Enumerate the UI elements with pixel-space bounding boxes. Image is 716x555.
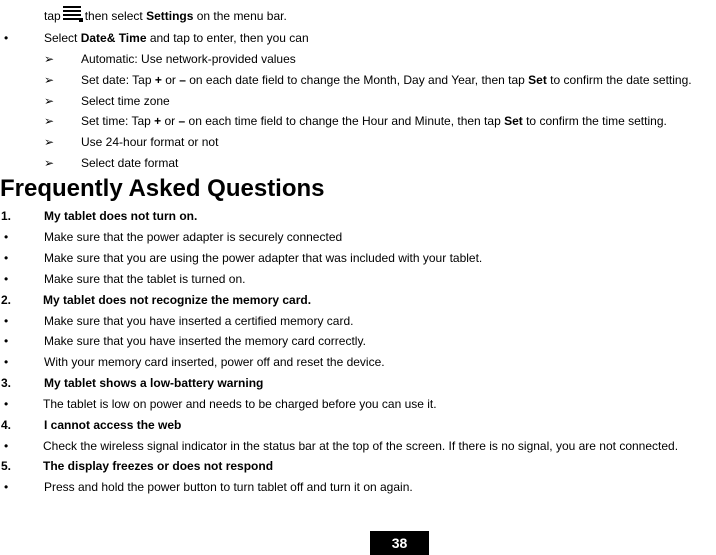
answer-item: Press and hold the power button to turn tablet off and turn it on again. — [44, 480, 413, 494]
question-number: 4. — [1, 418, 12, 432]
set-date-mid: on each date field to change the Month, Day and Year, then tap — [185, 73, 529, 87]
arrow-bullet-icon: ➢ — [44, 156, 55, 170]
answer-item: Make sure that the power adapter is securely connected — [44, 230, 343, 244]
sub-item-set-time — [81, 114, 667, 128]
bullet-icon: • — [4, 397, 9, 411]
sub-item: Automatic: Use network-provided values — [81, 52, 296, 66]
bullet-icon: • — [4, 251, 9, 265]
arrow-bullet-icon: ➢ — [44, 94, 55, 108]
answer-item: Make sure that you have inserted the memory card correctly. — [44, 334, 366, 348]
arrow-bullet-icon: ➢ — [44, 135, 55, 149]
bullet-icon: • — [4, 230, 9, 244]
answer-item: With your memory card inserted, power off and reset the device. — [44, 355, 385, 369]
bullet-icon: • — [4, 31, 9, 45]
bullet-icon: • — [4, 480, 9, 494]
set-date-pre: Set date: Tap — [81, 73, 155, 87]
question-title: The display freezes or does not respond — [43, 459, 274, 473]
arrow-bullet-icon: ➢ — [44, 73, 55, 87]
plus-symbol: + — [154, 114, 162, 128]
intro-line — [44, 5, 287, 23]
plus-symbol: + — [154, 73, 162, 87]
answer-item: Make sure that you have inserted a certified memory card. — [44, 314, 354, 328]
page-number: 38 — [370, 531, 429, 555]
set-word: Set — [528, 73, 547, 87]
arrow-bullet-icon: ➢ — [44, 114, 55, 128]
question-number: 1. — [1, 209, 12, 223]
set-time-pre: Set time: Tap — [81, 114, 155, 128]
intro-prefix: tap — [44, 9, 61, 23]
set-date-post: to confirm the date setting. — [546, 73, 692, 87]
date-time-rest: and tap to enter, then you can — [146, 31, 309, 45]
bullet-icon: • — [4, 439, 9, 453]
or-word: or — [161, 73, 180, 87]
question-title: My tablet shows a low-battery warning — [44, 376, 264, 390]
question-title: My tablet does not turn on. — [44, 209, 198, 223]
arrow-bullet-icon: ➢ — [44, 52, 55, 66]
question-title: I cannot access the web — [44, 418, 182, 432]
menu-icon — [62, 5, 84, 23]
question-number: 5. — [1, 459, 12, 473]
answer-item: The tablet is low on power and needs to be charged before you can use it. — [43, 397, 437, 411]
intro-suffix: on the menu bar. — [193, 9, 287, 23]
settings-label: Settings — [146, 9, 194, 23]
answer-item: Make sure that you are using the power adapter that was included with your tablet. — [44, 251, 483, 265]
date-time-label: Date& Time — [80, 31, 147, 45]
set-word: Set — [504, 114, 523, 128]
date-time-line — [44, 31, 309, 45]
set-time-post: to confirm the time setting. — [522, 114, 667, 128]
bullet-icon: • — [4, 355, 9, 369]
sub-item: Select date format — [81, 156, 179, 170]
bullet-icon: • — [4, 334, 9, 348]
bullet-icon: • — [4, 272, 9, 286]
sub-item-set-date — [81, 73, 692, 87]
minus-symbol: – — [178, 114, 186, 128]
set-time-mid: on each time field to change the Hour and Minute, then tap — [185, 114, 505, 128]
intro-middle: then select — [84, 9, 147, 23]
answer-item: Make sure that the tablet is turned on. — [44, 272, 246, 286]
question-number: 2. — [1, 293, 12, 307]
question-number: 3. — [1, 376, 12, 390]
bullet-icon: • — [4, 314, 9, 328]
faq-title: Frequently Asked Questions — [0, 175, 325, 202]
sub-item: Use 24-hour format or not — [81, 135, 219, 149]
select-word: Select — [44, 31, 81, 45]
minus-symbol: – — [179, 73, 186, 87]
question-title: My tablet does not recognize the memory card. — [43, 293, 312, 307]
sub-item: Select time zone — [81, 94, 170, 108]
or-word: or — [161, 114, 179, 128]
answer-item: Check the wireless signal indicator in the status bar at the top of the screen. If there is no signal, you are not connected. — [43, 439, 679, 453]
